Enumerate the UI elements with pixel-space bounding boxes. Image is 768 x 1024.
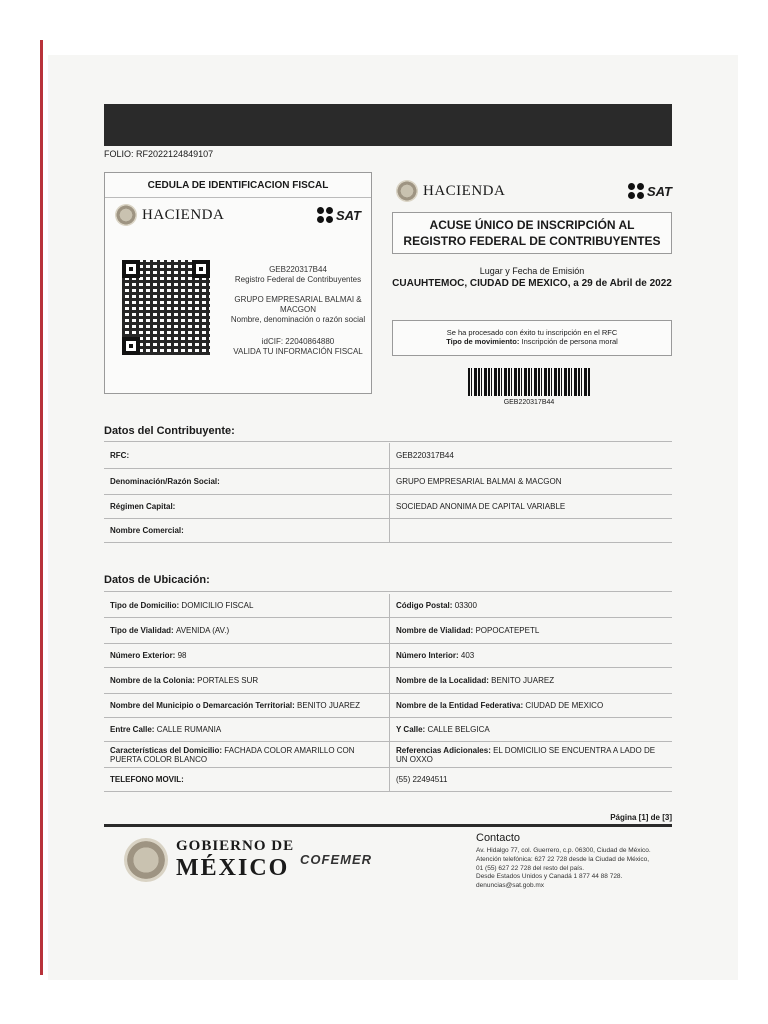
table-row xyxy=(104,768,672,792)
row-label: Nombre de Vialidad: xyxy=(396,625,474,635)
eagle-seal-icon xyxy=(115,204,137,226)
contacto-line: Atención telefónica: 627 22 728 desde la Ciudad de México, xyxy=(476,855,650,863)
row-label: Tipo de Domicilio: xyxy=(110,600,180,610)
cedula-nombre: GRUPO EMPRESARIAL BALMAI & MACGON xyxy=(234,295,362,314)
table-row xyxy=(104,618,672,644)
table-row xyxy=(104,718,672,742)
row-value: (55) 22494511 xyxy=(396,774,448,784)
row-label: Nombre de la Entidad Federativa: xyxy=(396,700,524,710)
contacto-title: Contacto xyxy=(476,832,521,844)
row-value: 403 xyxy=(460,650,475,660)
row-label: Número Interior: xyxy=(396,650,459,660)
row-label: Régimen Capital: xyxy=(104,495,390,518)
row-label: Código Postal: xyxy=(396,600,453,610)
row-label: Denominación/Razón Social: xyxy=(104,469,390,494)
row-label: Y Calle: xyxy=(396,724,426,734)
cedula-title: CEDULA DE IDENTIFICACION FISCAL xyxy=(105,173,371,198)
row-value: CALLE RUMANIA xyxy=(156,724,222,734)
procesado-box xyxy=(392,320,672,356)
folio-value: RF2022124849107 xyxy=(136,149,214,159)
row-value: 98 xyxy=(177,650,187,660)
row-value: CIUDAD DE MEXICO xyxy=(525,700,604,710)
acuse-hacienda-logo xyxy=(396,180,505,202)
row-label: TELEFONO MOVIL: xyxy=(110,774,184,784)
contribuyente-title: Datos del Contribuyente: xyxy=(104,425,235,437)
row-value: FACHADA COLOR AMARILLO CON PUERTA COLOR BLANCO xyxy=(110,746,355,765)
table-row xyxy=(104,594,672,618)
row-label: Tipo de Vialidad: xyxy=(110,625,174,635)
qr-corner-bl xyxy=(122,337,140,355)
lugar-fecha xyxy=(392,266,672,289)
movimiento-label: Tipo de movimiento: xyxy=(446,337,520,346)
table-row xyxy=(104,469,672,495)
header-bar xyxy=(104,104,672,146)
contacto-line: Av. Hidalgo 77, col. Guerrero, c.p. 06300, Ciudad de México. xyxy=(476,847,651,854)
lugar-value: CUAUHTEMOC, CIUDAD DE MEXICO, a 29 de Abril de 2022 xyxy=(392,278,672,289)
row-value: EL DOMICILIO SE ENCUENTRA A LADO DE UN OXXO xyxy=(396,746,656,765)
row-label: Nombre Comercial: xyxy=(104,519,390,542)
mexico-seal-icon xyxy=(124,838,168,882)
row-label: Nombre de la Localidad: xyxy=(396,675,489,685)
contacto-line: 01 (55) 627 22 728 del resto del país. xyxy=(476,864,585,872)
row-value: DOMICILIO FISCAL xyxy=(181,600,254,610)
gobierno-logo xyxy=(124,838,294,882)
eagle-seal-icon xyxy=(396,180,418,202)
row-value: AVENIDA (AV.) xyxy=(175,625,230,635)
row-value: BENITO JUAREZ xyxy=(491,675,555,685)
row-value xyxy=(390,519,672,542)
procesado-text: Se ha procesado con éxito tu inscripción en el RFC xyxy=(446,328,618,337)
cedula-nombre-label: Nombre, denominación o razón social xyxy=(230,315,366,324)
qr-corner-tr xyxy=(192,260,210,278)
row-value: CALLE BELGICA xyxy=(427,724,490,734)
row-label: Referencias Adicionales: xyxy=(396,746,491,755)
row-label: Número Exterior: xyxy=(110,650,176,660)
cedula-idcif: idCIF: 22040864880 xyxy=(261,337,335,346)
lugar-label: Lugar y Fecha de Emisión xyxy=(479,266,585,276)
row-value: POPOCATEPETL xyxy=(475,625,540,635)
table-row xyxy=(104,495,672,519)
acuse-sat-logo xyxy=(628,183,672,199)
red-margin-line xyxy=(40,40,43,975)
acuse-hacienda-word: HACIENDA xyxy=(423,182,506,199)
movimiento-line xyxy=(397,337,667,346)
acuse-sat-word: SAT xyxy=(646,183,672,199)
mexico-text: MÉXICO xyxy=(176,855,290,881)
table-row xyxy=(104,742,672,768)
qr-corner-tl xyxy=(122,260,140,278)
contacto-line: Desde Estados Unidos y Canadá 1 877 44 88 728. xyxy=(476,873,623,881)
folio xyxy=(104,149,213,159)
sat-dots-icon xyxy=(317,207,333,223)
sat-word: SAT xyxy=(335,207,361,223)
footer-rule xyxy=(104,824,672,827)
row-value: BENITO JUAREZ xyxy=(297,700,360,710)
sat-logo xyxy=(317,207,361,223)
barcode xyxy=(468,368,590,396)
hacienda-word: HACIENDA xyxy=(142,206,225,223)
row-label: Nombre de la Colonia: xyxy=(110,675,195,685)
cofemer-logo: COFEMER xyxy=(300,852,372,867)
page-number: Página [1] de [3] xyxy=(610,813,672,822)
row-label: Nombre del Municipio o Demarcación Territorial: xyxy=(110,700,295,710)
table-row xyxy=(104,443,672,469)
hacienda-logo xyxy=(115,204,224,226)
row-label: Entre Calle: xyxy=(110,724,155,734)
ubicacion-table-top xyxy=(104,591,672,592)
cedula-info xyxy=(230,265,366,357)
row-value: SOCIEDAD ANONIMA DE CAPITAL VARIABLE xyxy=(396,501,566,511)
contacto xyxy=(476,832,676,891)
cedula-valida: VALIDA TU INFORMACIÓN FISCAL xyxy=(233,347,363,356)
movimiento-value: Inscripción de persona moral xyxy=(521,337,618,346)
ubicacion-title: Datos de Ubicación: xyxy=(104,574,210,586)
row-value: 03300 xyxy=(454,600,477,610)
table-row xyxy=(104,694,672,718)
folio-label: FOLIO: xyxy=(104,149,134,159)
table-row xyxy=(104,644,672,668)
barcode-text: GEB220317B44 xyxy=(503,399,555,406)
table-row xyxy=(104,668,672,694)
acuse-header xyxy=(396,180,672,202)
row-value: GEB220317B44 xyxy=(396,450,454,460)
acuse-title: ACUSE ÚNICO DE INSCRIPCIÓN AL REGISTRO FEDERAL DE CONTRIBUYENTES xyxy=(392,212,672,254)
gobierno-text: GOBIERNO DE xyxy=(176,838,295,854)
sat-dots-icon xyxy=(628,183,644,199)
contacto-email[interactable]: denuncias@sat.gob.mx xyxy=(476,882,545,890)
row-value: GRUPO EMPRESARIAL BALMAI & MACGON xyxy=(396,476,562,486)
cedula-registro: Registro Federal de Contribuyentes xyxy=(234,275,362,284)
cedula-rfc: GEB220317B44 xyxy=(269,265,327,274)
table-row xyxy=(104,519,672,543)
row-label: Características del Domicilio: xyxy=(110,746,223,755)
row-label: RFC: xyxy=(104,443,390,468)
row-value: PORTALES SUR xyxy=(197,675,259,685)
